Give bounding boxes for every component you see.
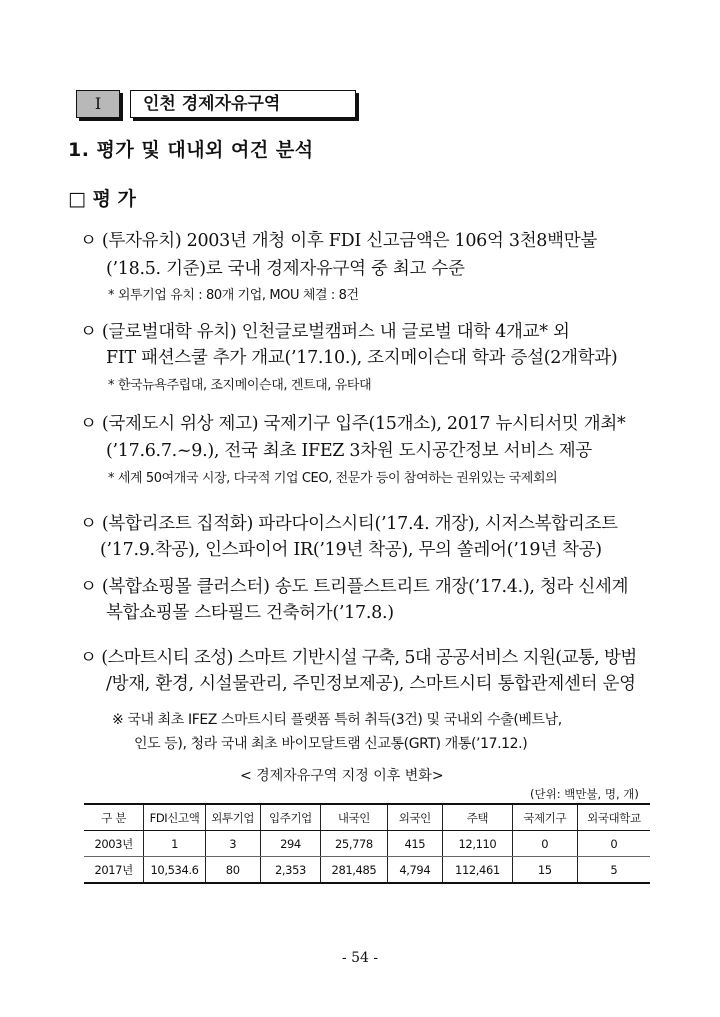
remark-line-2: 인도 등), 청라 국내 최초 바이모달트램 신교통(GRT) 개통(’17.12.) [134, 736, 528, 752]
item-1-line-2: (’18.5. 기준)로 국내 경제자유구역 중 최고 수준 [106, 259, 465, 279]
subheading: □ 평 가 [68, 188, 136, 210]
table-cell: 15 [512, 857, 577, 884]
table-row [84, 831, 650, 857]
table-caption: < 경제자유구역 지정 이후 변화> [240, 768, 444, 784]
table-header-cell: 외투기업 [205, 804, 260, 831]
table-cell: 1 [144, 831, 206, 857]
table-header-cell: 주택 [443, 804, 513, 831]
table-header-cell: 국제기구 [512, 804, 577, 831]
page-heading: 1. 평가 및 대내외 여건 분석 [68, 139, 314, 161]
item-5-line-2: 복합쇼핑몰 스타필드 건축허가(’17.8.) [106, 603, 394, 623]
table-cell: 415 [387, 831, 443, 857]
table-cell: 5 [577, 857, 650, 884]
item-3-line-1: ㅇ (국제도시 위상 제고) 국제기구 입주(15개소), 2017 뉴시티서밋 개최* [80, 414, 626, 434]
table-cell: 0 [577, 831, 650, 857]
item-4-line-2: (’17.9.착공), 인스파이어 IR(’19년 착공), 무의 쏠레어(’19년 착공) [100, 540, 602, 560]
item-6-line-1: ㅇ (스마트시티 조성) 스마트 기반시설 구축, 5대 공공서비스 지원(교통, 방범 [80, 648, 637, 668]
item-5-line-1: ㅇ (복합쇼핑몰 클러스터) 송도 트리플스트리트 개장(’17.4.), 청라 신세계 [80, 577, 629, 597]
item-2-line-1: ㅇ (글로벌대학 유치) 인천글로벌캠퍼스 내 글로벌 대학 4개교* 외 [80, 322, 570, 342]
item-2-line-2: FIT 패션스쿨 추가 개교(’17.10.), 조지메이슨대 학과 증설(2개학과) [106, 348, 618, 368]
item-6-line-2: /방재, 환경, 시설물관리, 주민정보제공), 스마트시티 통합관제센터 운영 [106, 674, 636, 694]
remark-line-1: ※ 국내 최초 IFEZ 스마트시티 플랫폼 특허 취득(3건) 및 국내외 수출(베트남, [112, 712, 562, 728]
table-cell: 25,778 [321, 831, 387, 857]
table-header-cell: 내국인 [321, 804, 387, 831]
table-cell: 2,353 [260, 857, 321, 884]
page-number: - 54 - [341, 950, 379, 966]
item-3-line-2: (’17.6.7.~9.), 전국 최초 IFEZ 3차원 도시공간정보 서비스 제공 [106, 441, 592, 461]
section-number: Ⅰ [94, 94, 102, 113]
table-cell: 3 [205, 831, 260, 857]
item-2-note: * 한국뉴욕주립대, 조지메이슨대, 겐트대, 유타대 [108, 378, 372, 393]
table-row [84, 857, 650, 884]
table-cell: 80 [205, 857, 260, 884]
table-cell: 10,534.6 [144, 857, 206, 884]
table-cell: 2003년 [84, 831, 144, 857]
section-title-box [130, 90, 356, 118]
table-header-cell: 외국대학교 [577, 804, 650, 831]
table-cell: 2017년 [84, 857, 144, 884]
table-cell: 112,461 [443, 857, 513, 884]
table-header-row [84, 804, 650, 831]
table-header-cell: 구 분 [84, 804, 144, 831]
section-number-box [76, 90, 120, 118]
table-header-cell: FDI신고액 [144, 804, 206, 831]
section-title: 인천 경제자유구역 [143, 94, 281, 114]
table-cell: 4,794 [387, 857, 443, 884]
table-cell: 12,110 [443, 831, 513, 857]
item-4-line-1: ㅇ (복합리조트 집적화) 파라다이스시티(’17.4. 개장), 시저스복합리조트 [80, 514, 618, 534]
table-cell: 0 [512, 831, 577, 857]
table-cell: 281,485 [321, 857, 387, 884]
table-header-cell: 외국인 [387, 804, 443, 831]
table-cell: 294 [260, 831, 321, 857]
data-table [84, 803, 650, 884]
table-header-cell: 입주기업 [260, 804, 321, 831]
item-3-note: * 세계 50여개국 시장, 다국적 기업 CEO, 전문가 등이 참여하는 권위있는 국제회의 [108, 471, 558, 486]
item-1-note: * 외투기업 유치 : 80개 기업, MOU 체결 : 8건 [108, 288, 359, 303]
item-1-line-1: ㅇ (투자유치) 2003년 개청 이후 FDI 신고금액은 106억 3천8백만불 [80, 231, 597, 251]
table-unit: (단위: 백만불, 명, 개) [530, 787, 639, 801]
